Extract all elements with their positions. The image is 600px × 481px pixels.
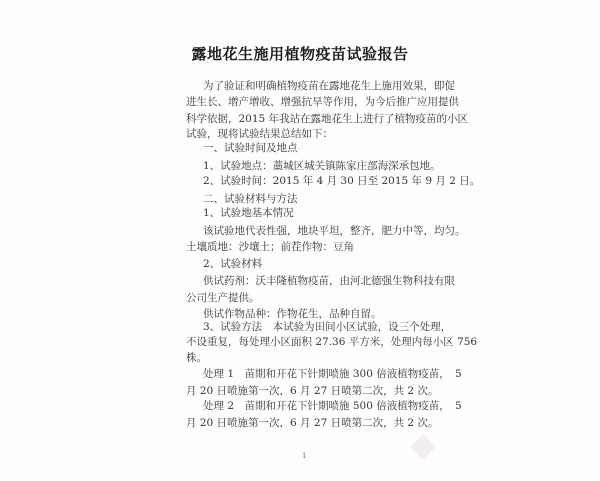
- text-line: 处理 1 苗期和开花下针期喷施 300 倍液植物疫苗， 5: [203, 368, 462, 380]
- text-line: 月 20 日喷施第一次，6 月 27 日喷第二次，共 2 次。: [186, 385, 439, 397]
- text-line: 土壤质地：沙壤土；前茬作物：豆角: [186, 241, 354, 253]
- subsection-heading: 2、试验材料: [203, 258, 263, 270]
- text-line: 公司生产提供。: [186, 292, 260, 304]
- text-line: 科学依据，2015 年我站在露地花生上进行了植物疫苗的小区: [186, 113, 469, 125]
- document-title: 露地花生施用植物疫苗试验报告: [191, 45, 409, 63]
- text-line: 不设重复，每处理小区面积 27.36 平方米，处理内每小区 756: [186, 336, 478, 348]
- subsection-heading: 1、试验地基本情况: [203, 207, 294, 219]
- text-line: 进生长、增产增收、增强抗旱等作用，为今后推广应用提供: [186, 96, 459, 108]
- text-line: 3、试验方法 本试验为田间小区试验，设三个处理，: [203, 321, 452, 333]
- stamp-mark: [410, 434, 435, 459]
- text-line: 供试药剂：沃丰隆植物疫苗，由河北德强生物科技有限: [203, 275, 455, 287]
- section-heading: 一、试验时间及地点: [203, 142, 298, 154]
- section-heading: 二、试验材料与方法: [203, 193, 298, 205]
- page-number: 1: [302, 452, 307, 460]
- text-line: 为了验证和明确植物疫苗在露地花生上施用效果，即促: [203, 80, 455, 92]
- text-line: 2、试验时间：2015 年 4 月 30 日至 2015 年 9 月 2 日。: [203, 175, 481, 187]
- text-line: 月 20 日喷施第一次，6 月 27 日喷第二次，共 2 次。: [186, 417, 439, 429]
- text-line: 处理 2 苗期和开花下针期喷施 500 倍液植物疫苗， 5: [203, 400, 462, 412]
- text-line: 该试验地代表性强，地块平坦，整齐，肥力中等，均匀。: [203, 225, 466, 237]
- text-line: 株。: [186, 352, 207, 364]
- text-line: 试验，现将试验结果总结如下：: [186, 128, 333, 140]
- text-line: 供试作物品种：作物花生，品种自留。: [203, 308, 382, 320]
- text-line: 1、试验地点：藁城区城关镇陈家庄部海深承包地。: [203, 160, 441, 172]
